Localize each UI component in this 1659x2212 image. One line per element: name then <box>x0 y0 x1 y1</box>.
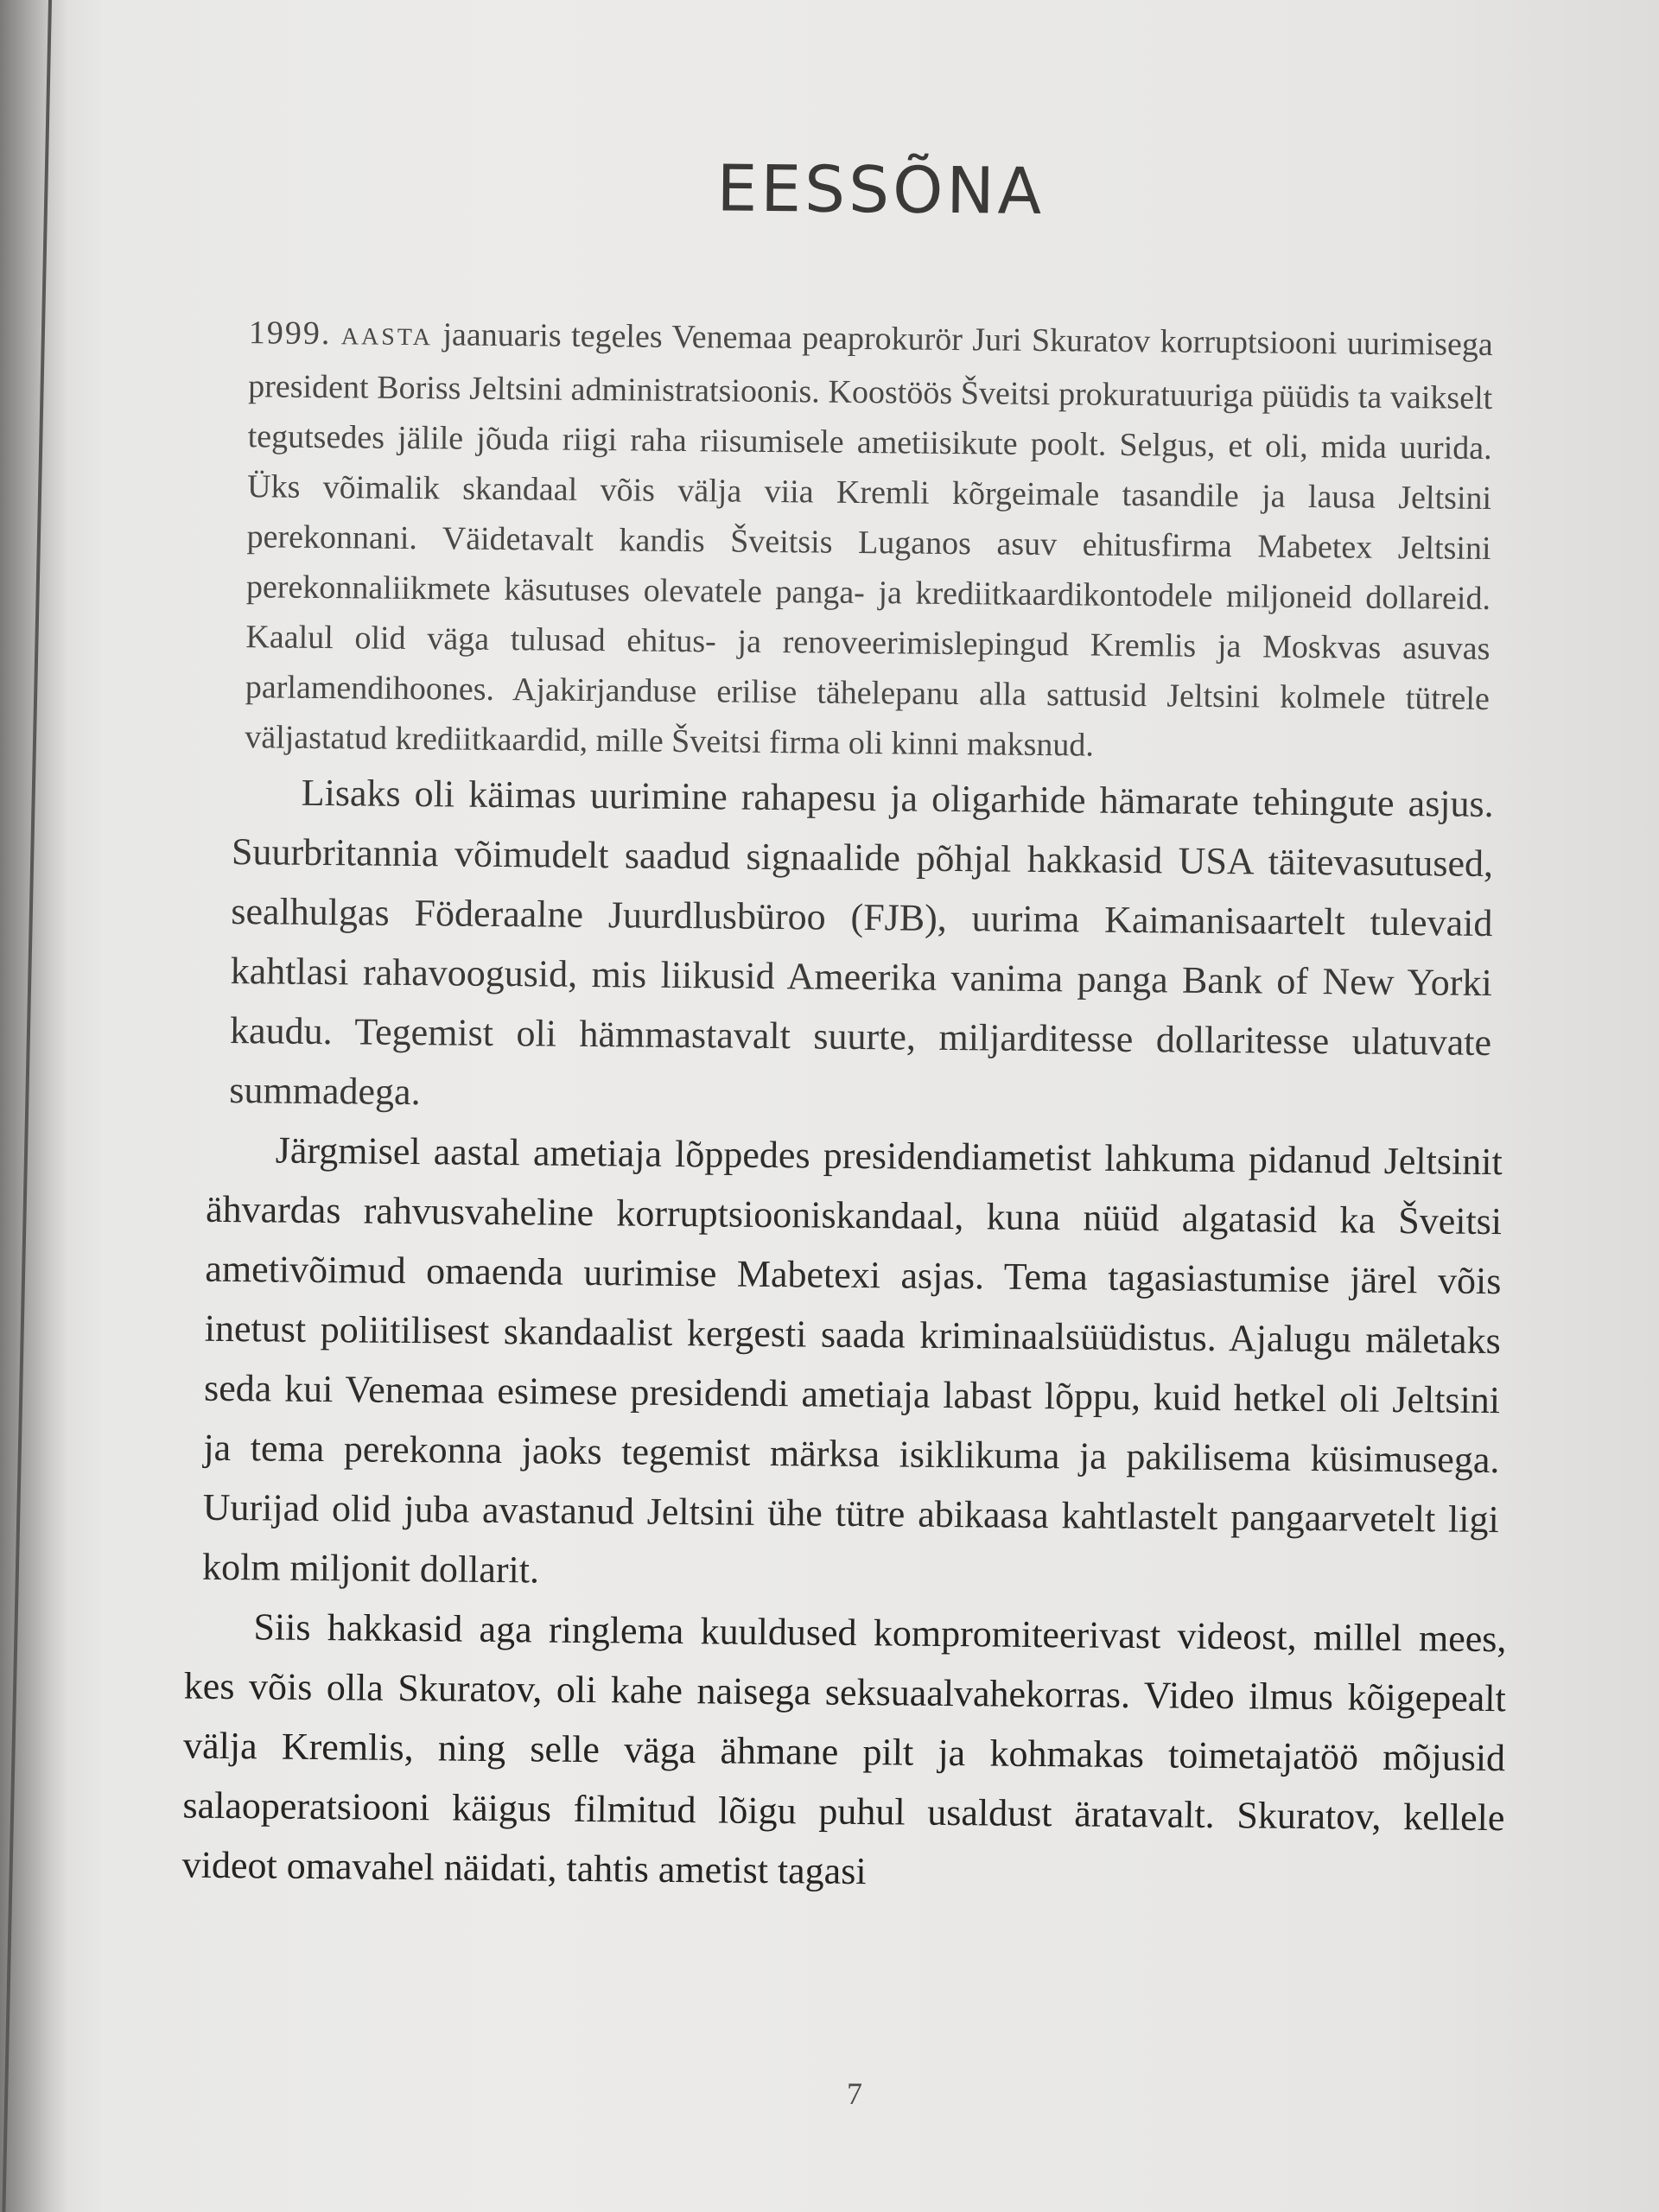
page-content <box>181 138 1529 1907</box>
paragraph-2: Lisaks oli käimas uurimine rahapesu ja oligarhide hämarate tehingute asjus. Suurbritannia võimudelt saadud signaalide põhjal hakkasid USA täitevasutused, sealhulgas Föderaalne Juurdlusbüroo (FJB), uurima Kaimanisaartelt tulevaid kahtlasi rahavoogusid, mis liikusid Ameerika vanima panga Bank of New Yorki kaudu. Tegemist oli hämmastavalt suurte, miljarditesse dollaritesse ulatuvate summadega. <box>229 771 1494 1114</box>
page-number: 7 <box>847 2076 862 2111</box>
lead-paragraph <box>245 308 1493 774</box>
chapter-title: EESSÕNA <box>716 151 1046 230</box>
lead-year: 1999. <box>248 315 332 353</box>
lead-text: jaanuaris tegeles Venemaa peaprokurör Juri Skuratov korruptsiooni uurimisega president Boriss Jeltsini administratsioonis. Koostöös Šveitsi prokuratuuriga püüdis ta vaikselt tegutsedes jälile jõuda riigi raha riisumisele ametiisikute poolt. Selgus, et oli, mida uurida. Üks võimalik skandaal võis välja viia Kremli kõrgeimale tasandile ja lausa Jeltsini perekonnani. Väidetavalt kandis Šveitsis Luganos asuv ehitusfirma Mabetex Jeltsini perekonnaliikmete käsutuses olevatele panga- ja krediitkaardikontodele miljoneid dollareid. Kaalul olid väga tulusad ehitus- ja renoveerimislepingud Kremlis ja Moskvas asuvas parlamendihoones. Ajakirjanduse erilise tähelepanu alla sattusid Jeltsini kolmele tütrele väljastatud krediitkaardid, mille Šveitsi firma oli kinni maksnud. <box>245 316 1493 764</box>
paragraph-3: Järgmisel aastal ametiaja lõppedes presidendiametist lahkuma pidanud Jeltsinit ähvardas rahvusvaheline korruptsiooniskandaal, kuna nüüd algatasid ka Šveitsi ametivõimud omaenda uurimise Mabetexi asjas. Tema tagasiastumise järel võis inetust poliitilisest skandaalist kergesti saada kriminaalsüüdistus. Ajalugu mäletaks seda kui Venemaa esimese presidendi ametiaja labast lõppu, kuid hetkel oli Jeltsini ja tema perekonna jaoks tegemist märksa isiklikuma ja pakilisema küsimusega. Uurijad olid juba avastanud Jeltsini ühe tütre abikaasa kahtlastelt pangaarvetelt ligi kolm miljonit dollarit. <box>201 1128 1503 1592</box>
paragraph-4: Siis hakkasid aga ringlema kuuldused kompromiteerivast videost, millel mees, kes võis olla Skuratov, oli kahe naisega seksuaalvahekorras. Video ilmus kõigepealt välja Kremlis, ning selle väga ähmane pilt ja kohmakas toimetajatöö mõjusid salaoperatsiooni käigus filmitud lõigu puhul usaldust äratavalt. Skuratov, kellele videot omavahel näidati, tahtis ametist tagasi <box>181 1605 1507 1893</box>
lead-smallcaps: AASTA <box>340 323 434 352</box>
